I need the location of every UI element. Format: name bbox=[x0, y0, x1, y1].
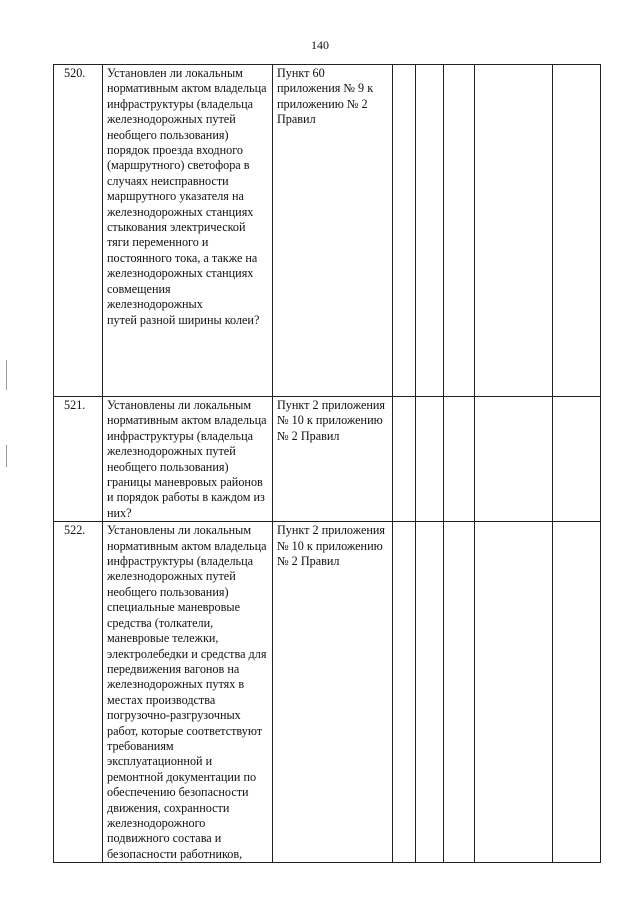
row-number-cell bbox=[54, 65, 103, 397]
answer-yes-cell bbox=[393, 65, 416, 397]
question-cell bbox=[103, 397, 273, 522]
answer-na-cell bbox=[444, 65, 475, 397]
answer-no-cell bbox=[416, 397, 444, 522]
reference-cell bbox=[273, 397, 393, 522]
table-row bbox=[54, 522, 601, 863]
answer-na-cell bbox=[444, 397, 475, 522]
answer-yes-cell bbox=[393, 397, 416, 522]
answer-yes-cell bbox=[393, 522, 416, 863]
notes-cell bbox=[475, 397, 553, 522]
table-row bbox=[54, 397, 601, 522]
scan-artifact-line bbox=[6, 360, 7, 390]
answer-na-cell bbox=[444, 522, 475, 863]
question-cell bbox=[103, 522, 273, 863]
reference-text: Пункт 2 приложения № 10 к приложению № 2 Правил bbox=[277, 523, 386, 569]
row-number: 520. bbox=[64, 66, 86, 80]
notes-cell bbox=[475, 65, 553, 397]
row-number-cell bbox=[54, 522, 103, 863]
answer-no-cell bbox=[416, 65, 444, 397]
reference-cell bbox=[273, 522, 393, 863]
extra-cell bbox=[553, 522, 601, 863]
scan-artifact-line bbox=[6, 445, 7, 467]
extra-cell bbox=[553, 397, 601, 522]
answer-no-cell bbox=[416, 522, 444, 863]
notes-cell bbox=[475, 522, 553, 863]
row-number-cell bbox=[54, 397, 103, 522]
extra-cell bbox=[553, 65, 601, 397]
question-text: Установлены ли локальным нормативным актом владельца инфраструктуры (владельца железнодорожных путей необщего пользования) границы маневровых районов и порядок работы в каждом из них? bbox=[107, 398, 267, 520]
question-text: Установлены ли локальным нормативным актом владельца инфраструктуры (владельца железнодорожных путей необщего пользования) специальные маневровые средства (толкатели, маневровые тележки, электролебедки и средства для передвижения вагонов на железнодорожных путях в местах производства погрузочно-разгрузочных работ, которые соответствуют требованиям эксплуатационной и ремонтной документации по обеспечению безопасности движения, сохранности железнодорожного подвижного состава и безопасности работников, bbox=[107, 523, 267, 861]
page-number: 140 bbox=[311, 38, 329, 52]
reference-text: Пункт 60 приложения № 9 к приложению № 2 Правил bbox=[277, 66, 374, 127]
row-number: 521. bbox=[64, 398, 86, 412]
question-cell bbox=[103, 65, 273, 397]
question-text: Установлен ли локальным нормативным актом владельца инфраструктуры (владельца железнодорожных путей необщего пользования) порядок проезда входного (маршрутного) светофора в случаях неисправности маршрутного указателя на железнодорожных станциях стыкования электрической тяги переменного и постоянного тока, а также на железнодорожных станциях совмещения железнодорожных путей разной ширины колеи? bbox=[107, 66, 267, 327]
reference-cell bbox=[273, 65, 393, 397]
row-number: 522. bbox=[64, 523, 86, 538]
reference-text: Пункт 2 приложения № 10 к приложению № 2 Правил bbox=[277, 398, 386, 443]
checklist-table bbox=[53, 64, 601, 863]
table-row bbox=[54, 65, 601, 397]
